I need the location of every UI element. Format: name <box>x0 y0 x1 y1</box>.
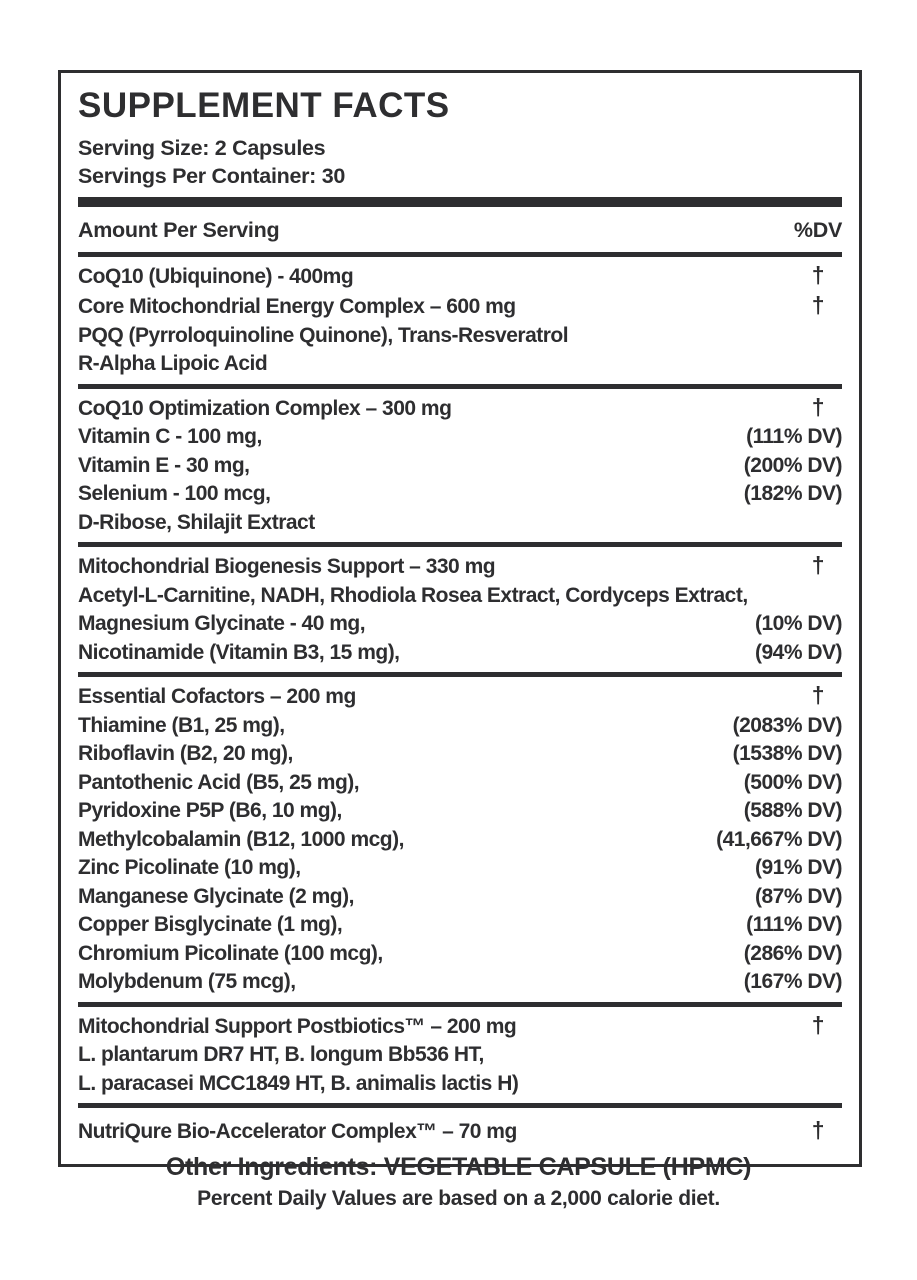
serving-size: Serving Size: 2 Capsules <box>78 135 326 160</box>
ingredient-row <box>78 1070 842 1099</box>
ingredient-section <box>78 257 842 384</box>
ingredient-name: Methylcobalamin (B12, 1000 mcg), <box>78 827 404 851</box>
dv-value: (286% DV) <box>743 941 842 965</box>
ingredient-row <box>78 551 842 582</box>
column-header-row <box>78 207 842 252</box>
supplement-facts-panel <box>58 70 862 1167</box>
ingredient-row <box>78 940 842 969</box>
ingredient-name: Molybdenum (75 mcg), <box>78 970 296 993</box>
ingredient-name: Thiamine (B1, 25 mg), <box>78 713 285 737</box>
dagger-symbol: † <box>811 393 824 420</box>
ingredient-sections <box>78 257 842 1156</box>
dv-value: (2083% DV) <box>732 713 842 737</box>
ingredient-name: Vitamin E - 30 mg, <box>78 453 250 477</box>
ingredient-row <box>78 769 842 798</box>
dv-value: (111% DV) <box>746 913 842 936</box>
daily-values-note: Percent Daily Values are based on a 2,000 calorie diet. <box>197 1187 720 1210</box>
ingredient-row <box>78 712 842 741</box>
ingredient-name: Acetyl-L-Carnitine, NADH, Rhodiola Rosea Extract, Cordyceps Extract, <box>78 583 748 607</box>
ingredient-row <box>78 480 842 509</box>
ingredient-name: D-Ribose, Shilajit Extract <box>78 510 315 534</box>
ingredient-row <box>78 826 842 855</box>
ingredient-name: L. paracasei MCC1849 HT, B. animalis lactis H) <box>78 1071 519 1095</box>
dv-value: (1538% DV) <box>732 742 842 765</box>
ingredient-section <box>78 1007 842 1104</box>
ingredient-name: L. plantarum DR7 HT, B. longum Bb536 HT, <box>78 1043 484 1066</box>
ingredient-section <box>78 677 842 1002</box>
dv-value: (94% DV) <box>754 640 842 664</box>
ingredient-name: CoQ10 (Ubiquinone) - 400mg <box>78 264 354 288</box>
dagger-symbol: † <box>811 1117 824 1143</box>
dagger-symbol: † <box>811 552 824 578</box>
dv-value: (41,667% DV) <box>716 827 842 851</box>
ingredient-row <box>78 423 842 452</box>
ingredient-name: Chromium Picolinate (100 mcg), <box>78 941 383 965</box>
ingredient-name: Copper Bisglycinate (1 mg), <box>78 913 343 936</box>
ingredient-row <box>78 610 842 639</box>
thick-divider-bar <box>78 197 842 207</box>
ingredient-row <box>78 322 842 351</box>
ingredient-row <box>78 582 842 611</box>
ingredient-section <box>78 547 842 672</box>
ingredient-row <box>78 1116 842 1147</box>
dv-value: (167% DV) <box>743 970 842 993</box>
label-footer <box>0 1150 917 1214</box>
dagger-symbol: † <box>811 682 824 708</box>
ingredient-row <box>78 854 842 883</box>
ingredient-name: Pantothenic Acid (B5, 25 mg), <box>78 770 360 794</box>
dagger-symbol: † <box>811 292 824 318</box>
ingredient-name: Pyridoxine P5P (B6, 10 mg), <box>78 799 342 822</box>
ingredient-section <box>78 389 842 543</box>
ingredient-row <box>78 1041 842 1070</box>
ingredient-row <box>78 797 842 826</box>
servings-per-container: Servings Per Container: 30 <box>78 163 346 188</box>
dv-value: (200% DV) <box>743 453 842 477</box>
dagger-symbol: † <box>811 1011 824 1038</box>
dv-value: (87% DV) <box>754 884 842 908</box>
ingredient-row <box>78 261 842 292</box>
dv-value: (500% DV) <box>743 770 842 794</box>
ingredient-section <box>78 1108 842 1156</box>
ingredient-name: NutriQure Bio-Accelerator Complex™ – 70 mg <box>78 1120 517 1143</box>
ingredient-name: Mitochondrial Support Postbiotics™ – 200 mg <box>78 1014 517 1038</box>
ingredient-row <box>78 1011 842 1042</box>
ingredient-row <box>78 740 842 769</box>
ingredient-name: Mitochondrial Biogenesis Support – 330 mg <box>78 555 496 578</box>
ingredient-row <box>78 509 842 538</box>
ingredient-row <box>78 911 842 940</box>
dv-value: (182% DV) <box>743 482 842 505</box>
panel-title: SUPPLEMENT FACTS <box>78 86 450 125</box>
ingredient-name: Magnesium Glycinate - 40 mg, <box>78 612 366 635</box>
ingredient-row <box>78 350 842 379</box>
amount-per-serving-header: Amount Per Serving <box>78 217 280 242</box>
ingredient-name: Core Mitochondrial Energy Complex – 600 mg <box>78 295 516 318</box>
dagger-symbol: † <box>811 261 824 288</box>
ingredient-name: PQQ (Pyrroloquinoline Quinone), Trans-Resveratrol <box>78 323 569 347</box>
ingredient-row <box>78 639 842 668</box>
ingredient-name: Zinc Picolinate (10 mg), <box>78 856 301 879</box>
ingredient-row <box>78 968 842 997</box>
ingredient-row <box>78 681 842 712</box>
ingredient-name: Nicotinamide (Vitamin B3, 15 mg), <box>78 640 400 664</box>
dv-value: (111% DV) <box>746 425 842 448</box>
ingredient-name: Essential Cofactors – 200 mg <box>78 685 356 708</box>
percent-dv-header: %DV <box>793 217 842 242</box>
ingredient-row <box>78 393 842 424</box>
ingredient-name: Riboflavin (B2, 20 mg), <box>78 742 293 765</box>
ingredient-row <box>78 883 842 912</box>
dv-value: (588% DV) <box>743 799 842 822</box>
ingredient-row <box>78 291 842 322</box>
ingredient-row <box>78 452 842 481</box>
ingredient-name: CoQ10 Optimization Complex – 300 mg <box>78 396 452 420</box>
ingredient-name: R-Alpha Lipoic Acid <box>78 352 268 375</box>
ingredient-name: Vitamin C - 100 mg, <box>78 425 262 448</box>
dv-value: (91% DV) <box>754 856 842 879</box>
dv-value: (10% DV) <box>754 612 842 635</box>
ingredient-name: Manganese Glycinate (2 mg), <box>78 884 354 908</box>
other-ingredients-text: Other Ingredients: VEGETABLE CAPSULE (HPMC) <box>165 1153 752 1181</box>
ingredient-name: Selenium - 100 mcg, <box>78 482 271 505</box>
